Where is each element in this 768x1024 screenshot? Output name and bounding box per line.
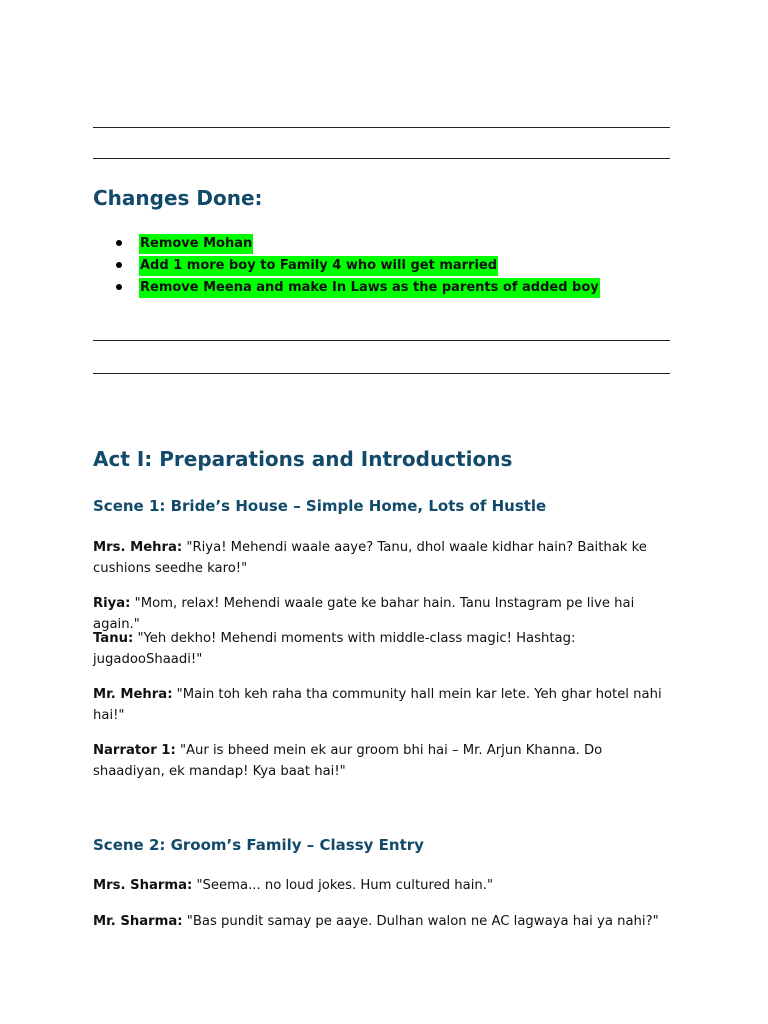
changes-heading: Changes Done:	[93, 186, 263, 210]
dialogue-line	[93, 537, 673, 579]
dialogue-text: "Riya! Mehendi waale aaye? Tanu, dhol waale kidhar hain? Baithak ke cushions seedhe karo!"	[93, 540, 647, 576]
separator-line	[93, 127, 670, 128]
highlighted-change: Remove Mohan	[139, 234, 253, 254]
speaker-name: Mr. Sharma:	[93, 914, 183, 929]
bullet-icon	[116, 284, 122, 290]
dialogue-text: "Yeh dekho! Mehendi moments with middle-class magic! Hashtag: jugadooShaadi!"	[93, 631, 576, 667]
dialogue-text: "Aur is bheed mein ek aur groom bhi hai – Mr. Arjun Khanna. Do shaadiyan, ek mandap! Kya baat hai!"	[93, 743, 603, 779]
dialogue-line	[93, 875, 673, 896]
dialogue-text: "Seema... no loud jokes. Hum cultured hain."	[192, 878, 494, 893]
bullet-icon	[116, 240, 122, 246]
dialogue-line	[93, 911, 673, 932]
separator-line	[93, 158, 670, 159]
speaker-name: Mrs. Sharma:	[93, 878, 193, 893]
dialogue-line	[93, 740, 673, 782]
speaker-name: Mr. Mehra:	[93, 687, 173, 702]
speaker-name: Narrator 1:	[93, 743, 176, 758]
dialogue-text: "Bas pundit samay pe aaye. Dulhan walon ne AC lagwaya hai ya nahi?"	[182, 914, 659, 929]
scene-1-title: Scene 1: Bride’s House – Simple Home, Lots of Hustle	[93, 497, 547, 515]
speaker-name: Tanu:	[93, 631, 134, 646]
highlighted-change: Add 1 more boy to Family 4 who will get married	[139, 256, 498, 276]
highlighted-change: Remove Meena and make In Laws as the parents of added boy	[139, 278, 600, 298]
dialogue-line	[93, 628, 673, 670]
separator-line	[93, 373, 670, 374]
dialogue-text: "Main toh keh raha tha community hall mein kar lete. Yeh ghar hotel nahi hai!"	[93, 687, 662, 723]
act-title: Act I: Preparations and Introductions	[93, 447, 513, 471]
separator-line	[93, 340, 670, 341]
dialogue-line	[93, 684, 673, 726]
scene-2-title: Scene 2: Groom’s Family – Classy Entry	[93, 836, 424, 854]
dialogue-text: "Mom, relax! Mehendi waale gate ke bahar hain. Tanu Instagram pe live hai again."	[93, 596, 635, 632]
bullet-icon	[116, 262, 122, 268]
speaker-name: Riya:	[93, 596, 131, 611]
speaker-name: Mrs. Mehra:	[93, 540, 183, 555]
